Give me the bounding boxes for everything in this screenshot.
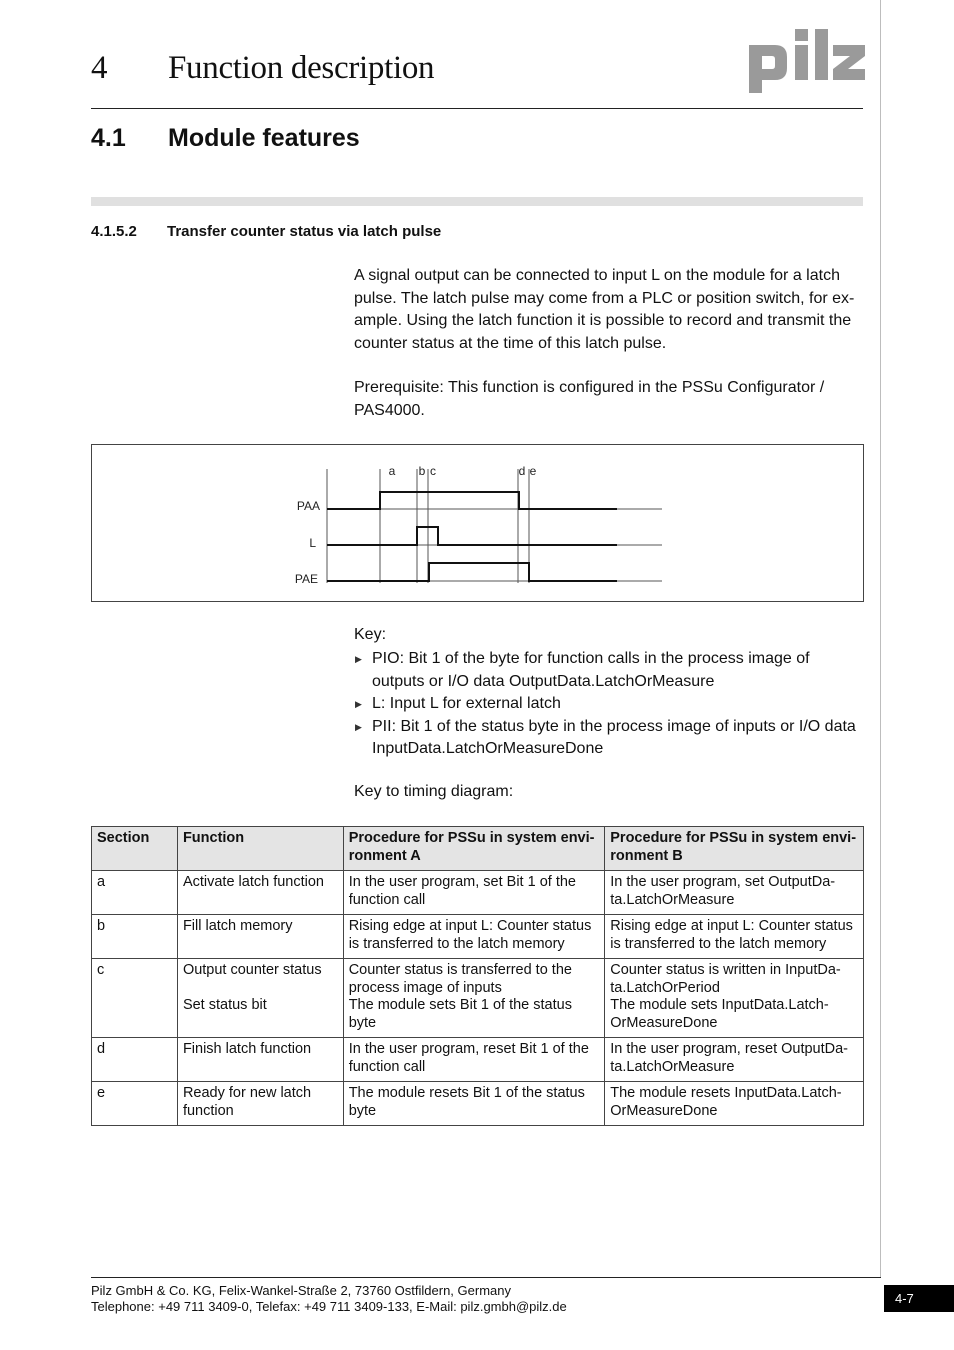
cell-env-b: The module resets InputData.Latch-OrMeasureDone — [605, 1082, 864, 1126]
signal-trace-l — [327, 527, 617, 545]
signal-label-l: L — [309, 536, 316, 550]
marker-b: b — [418, 464, 426, 478]
table-header-row — [92, 827, 864, 871]
table-row — [92, 915, 864, 959]
cell-env-a: In the user program, set Bit 1 of the function call — [343, 871, 605, 915]
timing-diagram — [91, 444, 864, 602]
column-header-function: Function — [177, 827, 343, 871]
marker-e: e — [529, 464, 537, 478]
cell-env-b: In the user program, set OutputDa-ta.LatchOrMeasure — [605, 871, 864, 915]
timing-key-table — [91, 826, 864, 1126]
column-header-env-a: Procedure for PSSu in system envi-ronment A — [343, 827, 605, 871]
cell-section: c — [92, 959, 178, 1038]
key-label: Key: — [354, 626, 387, 643]
key-item-text: PIO: Bit 1 of the byte for function calls in the process image of outputs or I/O data OutputData.LatchOrMeasure — [372, 650, 810, 690]
cell-env-a: The module resets Bit 1 of the status byte — [343, 1082, 605, 1126]
marker-d: d — [518, 464, 526, 478]
chapter-number: 4 — [91, 50, 108, 86]
cell-env-b: Rising edge at input L: Counter status is transferred to the latch memory — [605, 915, 864, 959]
section-number: 4.1 — [91, 124, 126, 152]
key-list — [354, 648, 866, 761]
cell-section: e — [92, 1082, 178, 1126]
signal-trace-pae — [327, 563, 617, 581]
chapter-title: Function description — [168, 50, 435, 86]
cell-section: a — [92, 871, 178, 915]
cell-env-a: Counter status is transferred to the process image of inputs The module sets Bit 1 of the status byte — [343, 959, 605, 1038]
bullet-arrow-icon: ▶ — [355, 721, 362, 732]
cell-env-b: In the user program, reset OutputDa-ta.LatchOrMeasure — [605, 1038, 864, 1082]
intro-paragraph: A signal output can be connected to input L on the module for a latch pulse. The latch pulse may come from a PLC or position switch, for ex-ample. Using the latch function it is possible to record and transmit the counter status at the time of this latch pulse. — [354, 267, 855, 352]
header-rule — [91, 108, 863, 109]
section-divider-bar — [91, 197, 863, 206]
section-title: Module features — [168, 124, 360, 152]
marker-c: c — [430, 464, 436, 478]
key-item-text: PII: Bit 1 of the status byte in the process image of inputs or I/O data InputData.LatchOrMeasureDone — [372, 717, 856, 757]
table-row — [92, 871, 864, 915]
cell-function: Fill latch memory — [177, 915, 343, 959]
cell-env-a: Rising edge at input L: Counter status is transferred to the latch memory — [343, 915, 605, 959]
cell-function: Finish latch function — [177, 1038, 343, 1082]
cell-function: Output counter status Set status bit — [177, 959, 343, 1038]
right-margin-rule — [880, 0, 881, 1278]
cell-env-a: In the user program, reset Bit 1 of the function call — [343, 1038, 605, 1082]
subsection-number: 4.1.5.2 — [91, 223, 137, 240]
key-item — [354, 648, 866, 693]
cell-section: d — [92, 1038, 178, 1082]
key-item — [354, 693, 866, 716]
footer-contact: Telephone: +49 711 3409-0, Telefax: +49 711 3409-133, E-Mail: pilz.gmbh@pilz.de — [91, 1299, 567, 1314]
cell-section: b — [92, 915, 178, 959]
page-number: 4-7 — [884, 1285, 954, 1312]
column-header-env-b: Procedure for PSSu in system envi-ronment B — [605, 827, 864, 871]
key-item — [354, 716, 866, 761]
table-row — [92, 1082, 864, 1126]
column-header-section: Section — [92, 827, 178, 871]
signal-label-pae: PAE — [294, 572, 318, 586]
pilz-logo — [745, 28, 867, 101]
cell-env-b: Counter status is written in InputDa-ta.LatchOrPeriod The module sets InputData.Latch-OrMeasureDone — [605, 959, 864, 1038]
bullet-arrow-icon: ▶ — [355, 699, 362, 709]
cell-function: Activate latch function — [177, 871, 343, 915]
prerequisite-paragraph: Prerequisite: This function is configured in the PSSu Configurator / PAS4000. — [354, 379, 825, 419]
table-row — [92, 959, 864, 1038]
footer-rule — [91, 1277, 881, 1278]
key-item-text: L: Input L for external latch — [372, 695, 561, 712]
table-row — [92, 1038, 864, 1082]
bullet-arrow-icon: ▶ — [355, 654, 362, 664]
signal-trace-paa — [327, 492, 617, 509]
cell-function: Ready for new latch function — [177, 1082, 343, 1126]
footer-address: Pilz GmbH & Co. KG, Felix-Wankel-Straße 2, 73760 Ostfildern, Germany — [91, 1283, 511, 1298]
subsection-title: Transfer counter status via latch pulse — [167, 223, 442, 240]
signal-label-paa: PAA — [296, 499, 320, 513]
marker-a: a — [388, 464, 396, 478]
timing-key-label: Key to timing diagram: — [354, 783, 514, 800]
